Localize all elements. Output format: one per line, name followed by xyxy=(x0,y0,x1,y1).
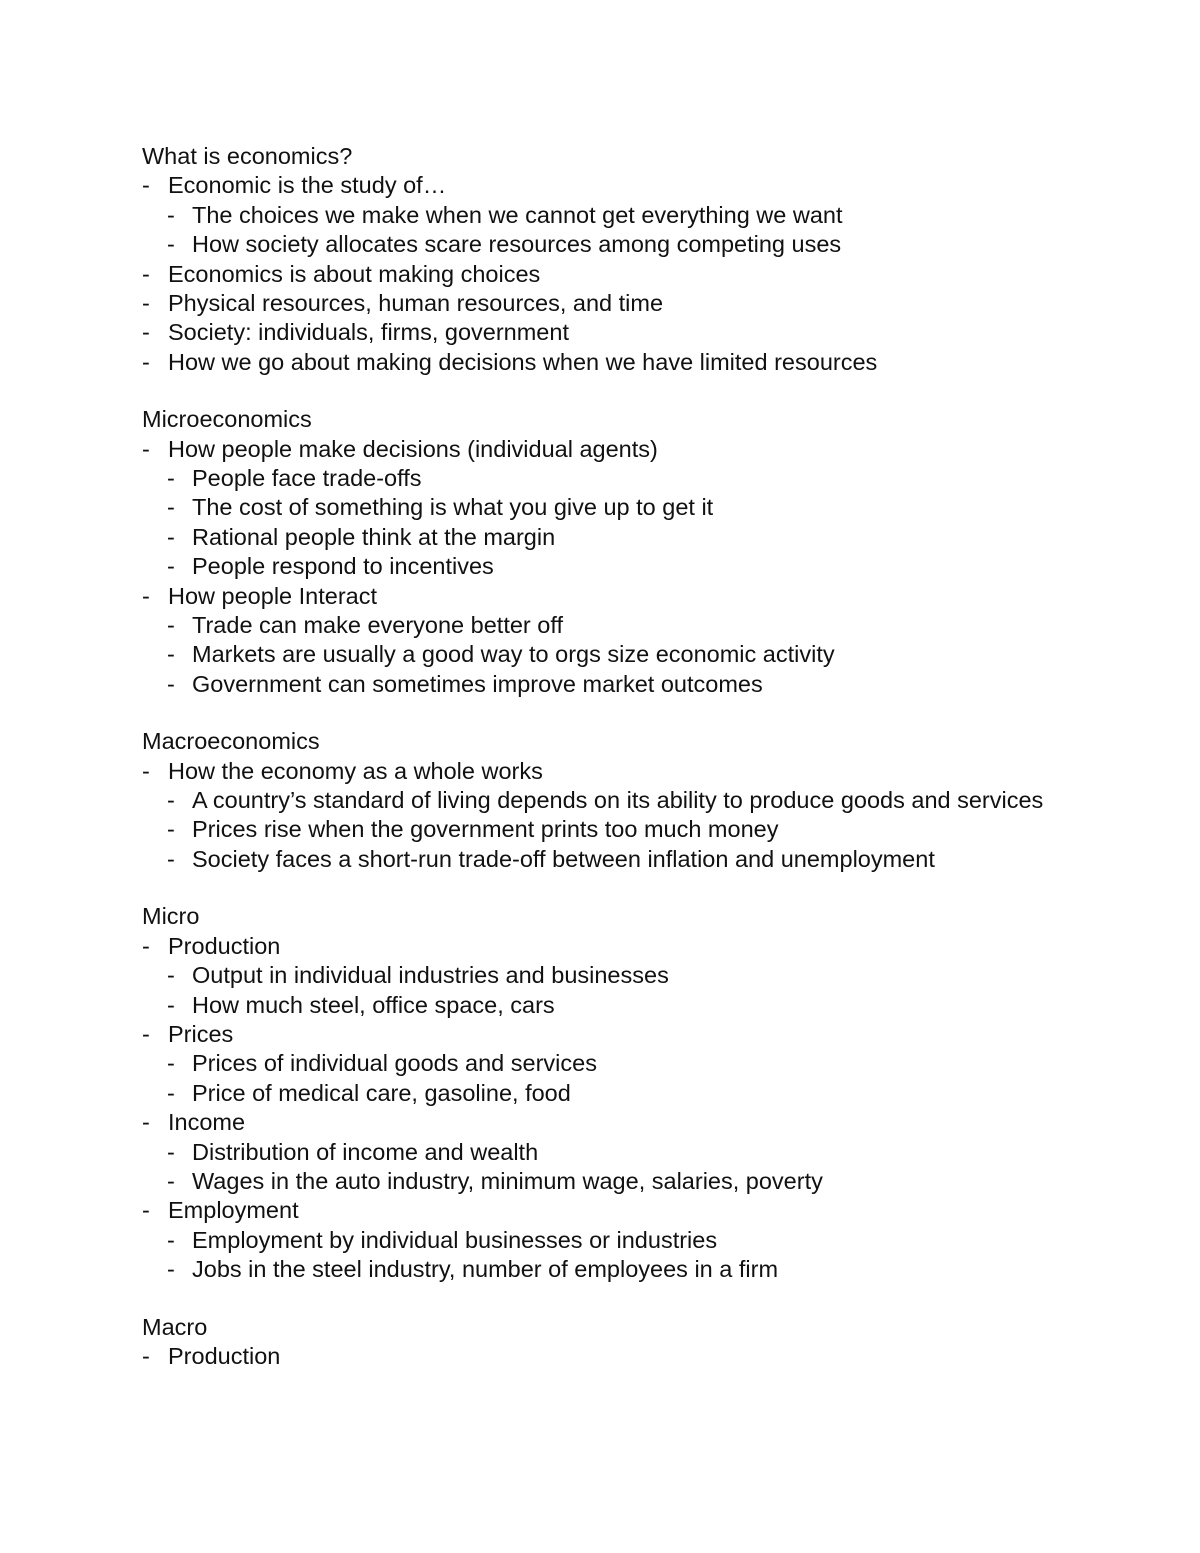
bullet-dash-icon: - xyxy=(142,1197,150,1224)
list-item-text: Society: individuals, firms, government xyxy=(168,319,569,346)
list-item-text: A country’s standard of living depends on its ability to produce goods and services xyxy=(192,787,1044,814)
list-item-text: Price of medical care, gasoline, food xyxy=(192,1079,571,1106)
list-item-text: Employment xyxy=(168,1197,299,1224)
list-item-text: How people make decisions (individual agents) xyxy=(168,435,658,462)
sub-list-item xyxy=(142,670,1072,699)
bullet-dash-icon: - xyxy=(167,845,175,872)
list-item-text: Prices rise when the government prints too much money xyxy=(192,816,779,843)
section-macroeconomics xyxy=(142,727,1072,874)
list-item-text: The cost of something is what you give up to get it xyxy=(192,494,714,521)
sub-list-item xyxy=(142,1049,1072,1078)
list-item xyxy=(142,289,1072,318)
list-item-text: Society faces a short-run trade-off between inflation and unemployment xyxy=(192,845,935,872)
sub-list-item xyxy=(142,1255,1072,1284)
sub-list-item xyxy=(142,961,1072,990)
list-item-text: The choices we make when we cannot get everything we want xyxy=(192,201,843,228)
list-item-text: Trade can make everyone better off xyxy=(192,612,563,639)
list-item xyxy=(142,1108,1072,1137)
list-item xyxy=(142,435,1072,464)
list-item-text: How the economy as a whole works xyxy=(168,757,543,784)
list-item-text: How people Interact xyxy=(168,582,378,609)
bullet-dash-icon: - xyxy=(167,1226,175,1253)
bullet-dash-icon: - xyxy=(167,641,175,668)
list-item-text: Income xyxy=(168,1109,246,1136)
bullet-dash-icon: - xyxy=(142,260,150,287)
list-item xyxy=(142,348,1072,377)
list-item-text: Markets are usually a good way to orgs size economic activity xyxy=(192,641,835,668)
section-what-is-economics xyxy=(142,142,1072,377)
bullet-dash-icon: - xyxy=(167,553,175,580)
bullet-dash-icon: - xyxy=(167,1050,175,1077)
list-item-text: Production xyxy=(168,932,281,959)
sub-list-item xyxy=(142,1079,1072,1108)
list-item xyxy=(142,260,1072,289)
sub-list-item xyxy=(142,611,1072,640)
bullet-dash-icon: - xyxy=(167,1138,175,1165)
bullet-dash-icon: - xyxy=(167,670,175,697)
sub-list-item xyxy=(142,640,1072,669)
bullet-dash-icon: - xyxy=(142,319,150,346)
list-item xyxy=(142,1196,1072,1225)
sub-list-item xyxy=(142,552,1072,581)
section-heading: Micro xyxy=(142,903,200,930)
bullet-dash-icon: - xyxy=(142,172,150,199)
section-heading: What is economics? xyxy=(142,143,353,169)
sub-list-item xyxy=(142,815,1072,844)
section-micro xyxy=(142,902,1072,1284)
list-item-text: Government can sometimes improve market outcomes xyxy=(192,670,763,697)
list-item-text: How we go about making decisions when we have limited resources xyxy=(168,348,878,375)
bullet-dash-icon: - xyxy=(142,932,150,959)
sub-list-item xyxy=(142,464,1072,493)
bullet-dash-icon: - xyxy=(142,1109,150,1136)
list-item-text: Prices xyxy=(168,1020,234,1047)
bullet-dash-icon: - xyxy=(167,494,175,521)
bullet-dash-icon: - xyxy=(142,348,150,375)
list-item xyxy=(142,318,1072,347)
sub-list-item xyxy=(142,523,1072,552)
list-item-text: Employment by individual businesses or industries xyxy=(192,1226,718,1253)
sub-list-item xyxy=(142,230,1072,259)
bullet-dash-icon: - xyxy=(167,816,175,843)
list-item-text: Economics is about making choices xyxy=(168,260,541,287)
list-item-text: How much steel, office space, cars xyxy=(192,991,555,1018)
list-item-text: Prices of individual goods and services xyxy=(192,1050,597,1077)
list-item xyxy=(142,1020,1072,1049)
sub-list-item xyxy=(142,1138,1072,1167)
bullet-dash-icon: - xyxy=(167,1256,175,1283)
list-item xyxy=(142,171,1072,200)
sub-list-item xyxy=(142,493,1072,522)
list-item xyxy=(142,582,1072,611)
list-item-text: Production xyxy=(168,1342,281,1369)
bullet-dash-icon: - xyxy=(167,991,175,1018)
bullet-dash-icon: - xyxy=(167,1167,175,1194)
sub-list-item xyxy=(142,1226,1072,1255)
list-item-text: Rational people think at the margin xyxy=(192,523,556,550)
bullet-dash-icon: - xyxy=(142,290,150,317)
bullet-dash-icon: - xyxy=(167,612,175,639)
bullet-dash-icon: - xyxy=(167,1079,175,1106)
document-page xyxy=(142,142,1072,1399)
list-item-text: Wages in the auto industry, minimum wage, salaries, poverty xyxy=(192,1167,823,1194)
bullet-dash-icon: - xyxy=(142,1342,150,1369)
bullet-dash-icon: - xyxy=(167,465,175,492)
bullet-dash-icon: - xyxy=(167,787,175,814)
list-item-text: Jobs in the steel industry, number of employees in a firm xyxy=(192,1256,779,1283)
sub-list-item xyxy=(142,991,1072,1020)
list-item-text: Distribution of income and wealth xyxy=(192,1138,539,1165)
sub-list-item xyxy=(142,201,1072,230)
list-item-text: Physical resources, human resources, and time xyxy=(168,290,664,317)
list-item-text: How society allocates scare resources among competing uses xyxy=(192,231,842,258)
list-item-text: Economic is the study of… xyxy=(168,172,447,199)
sub-list-item xyxy=(142,845,1072,874)
bullet-dash-icon: - xyxy=(167,962,175,989)
bullet-dash-icon: - xyxy=(167,231,175,258)
list-item-text: People face trade-offs xyxy=(192,465,422,492)
section-microeconomics xyxy=(142,405,1072,699)
list-item-text: Output in individual industries and businesses xyxy=(192,962,669,989)
list-item xyxy=(142,757,1072,786)
section-heading: Microeconomics xyxy=(142,406,312,433)
list-item xyxy=(142,1342,1072,1371)
bullet-dash-icon: - xyxy=(167,201,175,228)
bullet-dash-icon: - xyxy=(167,523,175,550)
bullet-dash-icon: - xyxy=(142,1020,150,1047)
section-heading: Macro xyxy=(142,1313,208,1340)
bullet-dash-icon: - xyxy=(142,757,150,784)
sub-list-item xyxy=(142,786,1072,815)
bullet-dash-icon: - xyxy=(142,582,150,609)
list-item xyxy=(142,932,1072,961)
list-item-text: People respond to incentives xyxy=(192,553,494,580)
section-heading: Macroeconomics xyxy=(142,728,320,755)
bullet-dash-icon: - xyxy=(142,435,150,462)
sub-list-item xyxy=(142,1167,1072,1196)
section-macro xyxy=(142,1313,1072,1372)
